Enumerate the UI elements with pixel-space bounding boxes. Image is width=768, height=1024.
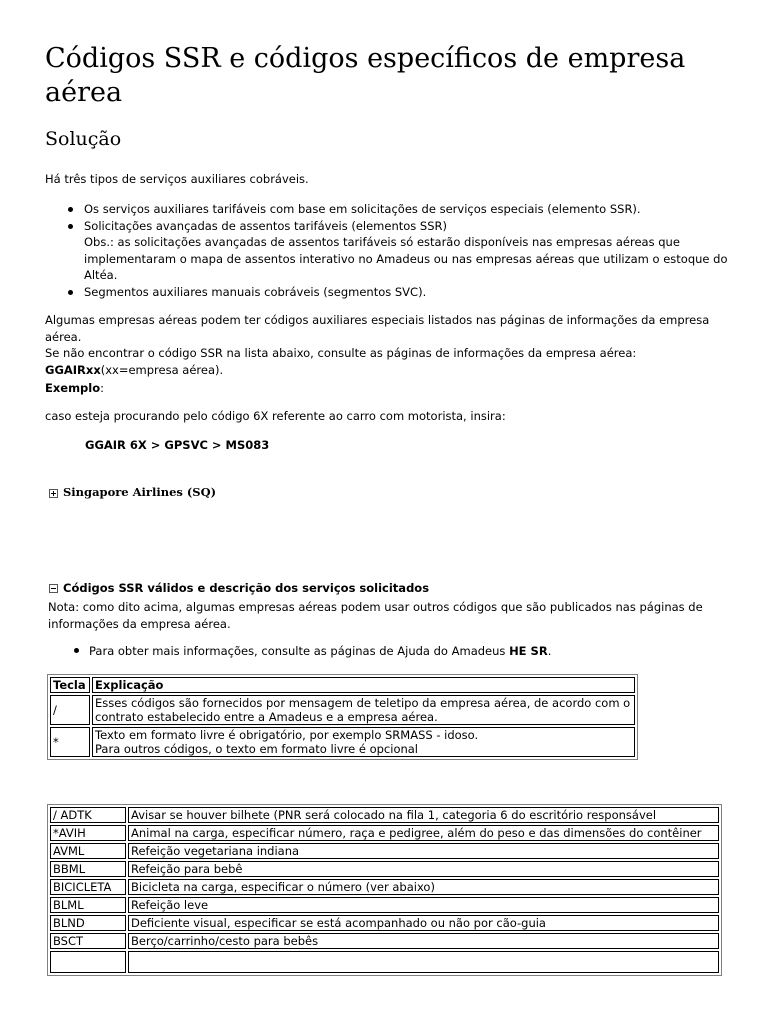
ssr-codes-section-label: Códigos SSR válidos e descrição dos serviços solicitados [63,581,430,595]
explanation-cell: Texto em formato livre é obrigatório, por exemplo SRMASS - idoso. Para outros códigos, o texto em formato livre é opcional [92,727,635,757]
ssr-codes-table [47,804,722,976]
table-row [50,695,635,725]
description-cell: Bicicleta na carga, especificar o número (ver abaixo) [128,879,719,895]
description-cell: Avisar se houver bilhete (PNR será colocado na fila 1, categoria 6 do escritório responsável [128,807,719,823]
table-row [50,915,719,931]
column-header-key: Tecla [50,677,90,693]
table-row [50,879,719,895]
table-row [50,951,719,973]
code-cell: BBML [50,861,126,877]
code-cell: AVML [50,843,126,859]
description-cell: Animal na carga, especificar número, raça e pedigree, além do peso e das dimensões do contêiner [128,825,719,841]
code-cell: / ADTK [50,807,126,823]
key-table [47,674,638,760]
code-cell: BLND [50,915,126,931]
ggair-command-note: (xx=empresa aérea). [100,362,224,377]
example-heading: Exemplo: [45,381,105,395]
airline-note-line1: Algumas empresas aéreas podem ter códigos auxiliares especiais listados nas páginas de informações da empresa aérea. [45,313,710,344]
description-cell: Refeição leve [128,897,719,913]
collapse-icon[interactable] [49,584,58,593]
ggair-command: GGAIRxx [45,362,101,377]
singapore-airlines-label: Singapore Airlines (SQ) [63,485,217,499]
ssr-codes-section-toggle[interactable] [49,581,429,595]
airline-note [45,312,735,378]
help-item: Para obter mais informações, consulte as páginas de Ajuda do Amadeus HE SR. [48,643,551,660]
description-cell: Berço/carrinho/cesto para bebês [128,933,719,949]
description-cell: Refeição vegetariana indiana [128,843,719,859]
table-row [50,825,719,841]
airline-note-line2: Se não encontrar o código SSR na lista abaixo, consulte as páginas de informações da empresa aérea: [45,346,637,360]
table-row [50,843,719,859]
table-row [50,861,719,877]
column-header-explanation: Explicação [92,677,635,693]
list-item: Os serviços auxiliares tarifáveis com base em solicitações de serviços especiais (elemento SSR). [45,201,745,218]
bullet-icon [74,648,79,653]
key-cell: / [50,695,90,725]
table-row [50,933,719,949]
code-cell: BICICLETA [50,879,126,895]
table-row [50,897,719,913]
service-types-list [45,201,745,300]
list-item: Segmentos auxiliares manuais cobráveis (segmentos SVC). [45,284,745,301]
help-command: HE SR [509,644,548,658]
code-cell [50,951,126,973]
solution-heading: Solução [45,128,122,150]
description-cell: Refeição para bebê [128,861,719,877]
page-title: Códigos SSR e códigos específicos de empresa aérea [45,43,686,108]
code-cell: BSCT [50,933,126,949]
table-row [50,807,719,823]
example-description: caso esteja procurando pelo código 6X referente ao carro com motorista, insira: [45,409,506,423]
table-header-row [50,677,635,693]
code-cell: *AVIH [50,825,126,841]
explanation-cell: Esses códigos são fornecidos por mensagem de teletipo da empresa aérea, de acordo com o contrato estabelecido entre a Amadeus e a empresa aérea. [92,695,635,725]
example-command: GGAIR 6X > GPSVC > MS083 [85,438,270,452]
table-row [50,727,635,757]
description-cell [128,951,719,973]
key-cell: * [50,727,90,757]
list-item: Solicitações avançadas de assentos tarifáveis (elementos SSR) Obs.: as solicitações avançadas de assentos tarifáveis só estarão disponíveis nas empresas aéreas que implementaram o mapa de assentos interativo no Amadeus ou nas empresas aéreas que utilizam o estoque do Altéa. [45,218,745,284]
description-cell: Deficiente visual, especificar se está acompanhado ou não por cão-guia [128,915,719,931]
intro-text: Há três tipos de serviços auxiliares cobráveis. [45,172,309,186]
expand-icon[interactable] [49,489,58,498]
singapore-airlines-section-toggle[interactable] [49,485,216,499]
ssr-note: Nota: como dito acima, algumas empresas aéreas podem usar outros códigos que são publicados nas páginas de informações da empresa aérea. [48,600,703,631]
list-item-note: Obs.: as solicitações avançadas de assentos tarifáveis só estarão disponíveis nas empresas aéreas que implementaram o mapa de assentos interativo no Amadeus ou nas empresas aéreas que utilizam o estoque do Altéa. [84,235,728,282]
code-cell: BLML [50,897,126,913]
